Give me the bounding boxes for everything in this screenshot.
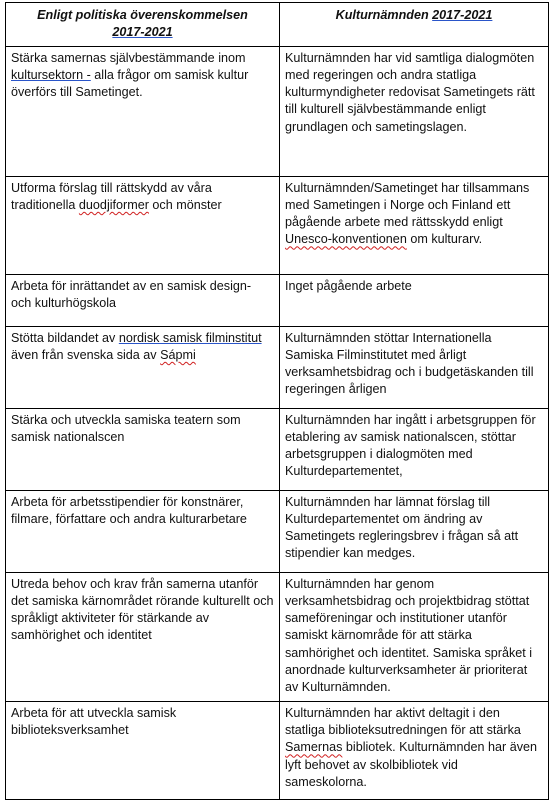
cell-culture-board-status: [280, 46, 549, 176]
cell-text: Kulturnämnden har lämnat förslag till Kulturdepartementet om ändring av Sametingets regleringsbrev i frågan så att stipendier kan medges.: [285, 494, 519, 561]
table-body: [6, 46, 549, 799]
underlined-text: kultursektorn -: [11, 67, 91, 82]
cell-text: Kulturnämnden/Sametinget har tillsammans med Sametingen i Norge och Finland ett pågående arbete med rättsskydd enligt: [285, 180, 530, 230]
cell-text: även från svenska sida av: [11, 347, 161, 362]
cell-text: om kulturarv.: [406, 232, 483, 247]
cell-text: Utreda behov och krav från samerna utanför det samiska kärnområdet rörande kulturellt och språkligt aktiviteter för stärkande av samhörighet och identitet: [11, 576, 274, 643]
policy-comparison-table: [5, 2, 549, 800]
cell-text: Kulturnämnden har ingått i arbetsgruppen för etablering av samisk nationalscen, stöttar arbetsgruppen i dialogmöten med Kulturdepartementet,: [285, 412, 536, 479]
cell-culture-board-status: [280, 490, 549, 572]
cell-agreement-goal: [6, 326, 280, 408]
table-row: [6, 572, 549, 701]
cell-text: Stötta bildandet av: [11, 330, 119, 345]
cell-text: Kulturnämnden har vid samtliga dialogmöten med regeringen och andra statliga kulturmyndigheter redovisat Sametingets rätt till kulturell självbestämmande enligt grundlagen och sametingslagen.: [285, 50, 535, 134]
cell-text: Arbeta för arbetsstipendier för konstnärer, filmare, författare och andra kulturarbetare: [11, 494, 247, 526]
cell-text: Kulturnämnden har genom verksamhetsbidrag och projektbidrag stöttat sameföreningar och institutioner utanför samiskt kärnområde för att stärka samhörighet och identitet. Samiska språket i anordnade kulturverksamheter är prioriterat av Kulturnämnden.: [285, 576, 533, 695]
table-row: [6, 408, 549, 490]
cell-text: Utforma förslag till rättskydd av våra traditionella: [11, 180, 212, 212]
underlined-text: nordisk samisk filminstitut: [118, 330, 262, 345]
cell-text: Stärka samernas självbestämmande inom: [11, 50, 246, 65]
cell-text: Arbeta för inrättandet av en samisk design- och kulturhögskola: [11, 278, 252, 310]
cell-text: Stärka och utveckla samiska teatern som samisk nationalscen: [11, 412, 241, 444]
cell-agreement-goal: [6, 701, 280, 799]
cell-text: Arbeta för att utveckla samisk biblioteksverksamhet: [11, 705, 177, 737]
cell-culture-board-status: [280, 408, 549, 490]
table-row: [6, 46, 549, 176]
cell-culture-board-status: [280, 176, 549, 274]
header-col-culture-board: [280, 3, 549, 47]
cell-agreement-goal: [6, 274, 280, 326]
cell-culture-board-status: [280, 572, 549, 701]
cell-culture-board-status: [280, 701, 549, 799]
cell-text: Kulturnämnden har aktivt deltagit i den statliga biblioteksutredningen för att stärka: [285, 705, 521, 737]
header-col2-prefix: Kulturnämnden: [335, 8, 433, 22]
table-row: [6, 701, 549, 799]
cell-culture-board-status: [280, 326, 549, 408]
spellcheck-flagged-text: Samernas: [285, 740, 343, 755]
cell-text: och mönster: [148, 197, 222, 212]
table-row: [6, 490, 549, 572]
header-row: [6, 3, 549, 47]
cell-agreement-goal: [6, 490, 280, 572]
spellcheck-flagged-text: Unesco-konventionen: [285, 232, 407, 247]
header-col1-prefix: Enligt politiska överenskommelsen: [37, 8, 248, 22]
cell-text: Kulturnämnden stöttar Internationella Samiska Filminstitutet med årligt verksamhetsbidrag och i budgetäskanden till regeringen årligen: [285, 330, 534, 397]
header-col-agreement: [6, 3, 280, 47]
spellcheck-flagged-text: duodjiformer: [78, 197, 149, 212]
header-col2-years: 2017-2021: [432, 8, 493, 22]
table-row: [6, 274, 549, 326]
cell-agreement-goal: [6, 46, 280, 176]
cell-agreement-goal: [6, 176, 280, 274]
table-row: [6, 176, 549, 274]
cell-agreement-goal: [6, 408, 280, 490]
spellcheck-flagged-text: Sápmi: [160, 347, 196, 362]
cell-text: alla frågor om samisk kultur överförs till Sametinget.: [11, 67, 249, 100]
header-col1-years: 2017-2021: [112, 25, 173, 40]
table-header: [6, 3, 549, 47]
cell-agreement-goal: [6, 572, 280, 701]
cell-text: Inget pågående arbete: [285, 278, 412, 293]
cell-culture-board-status: [280, 274, 549, 326]
table-row: [6, 326, 549, 408]
cell-text: bibliotek. Kulturnämnden har även lyft behovet av skolbibliotek vid sameskolorna.: [285, 740, 538, 789]
